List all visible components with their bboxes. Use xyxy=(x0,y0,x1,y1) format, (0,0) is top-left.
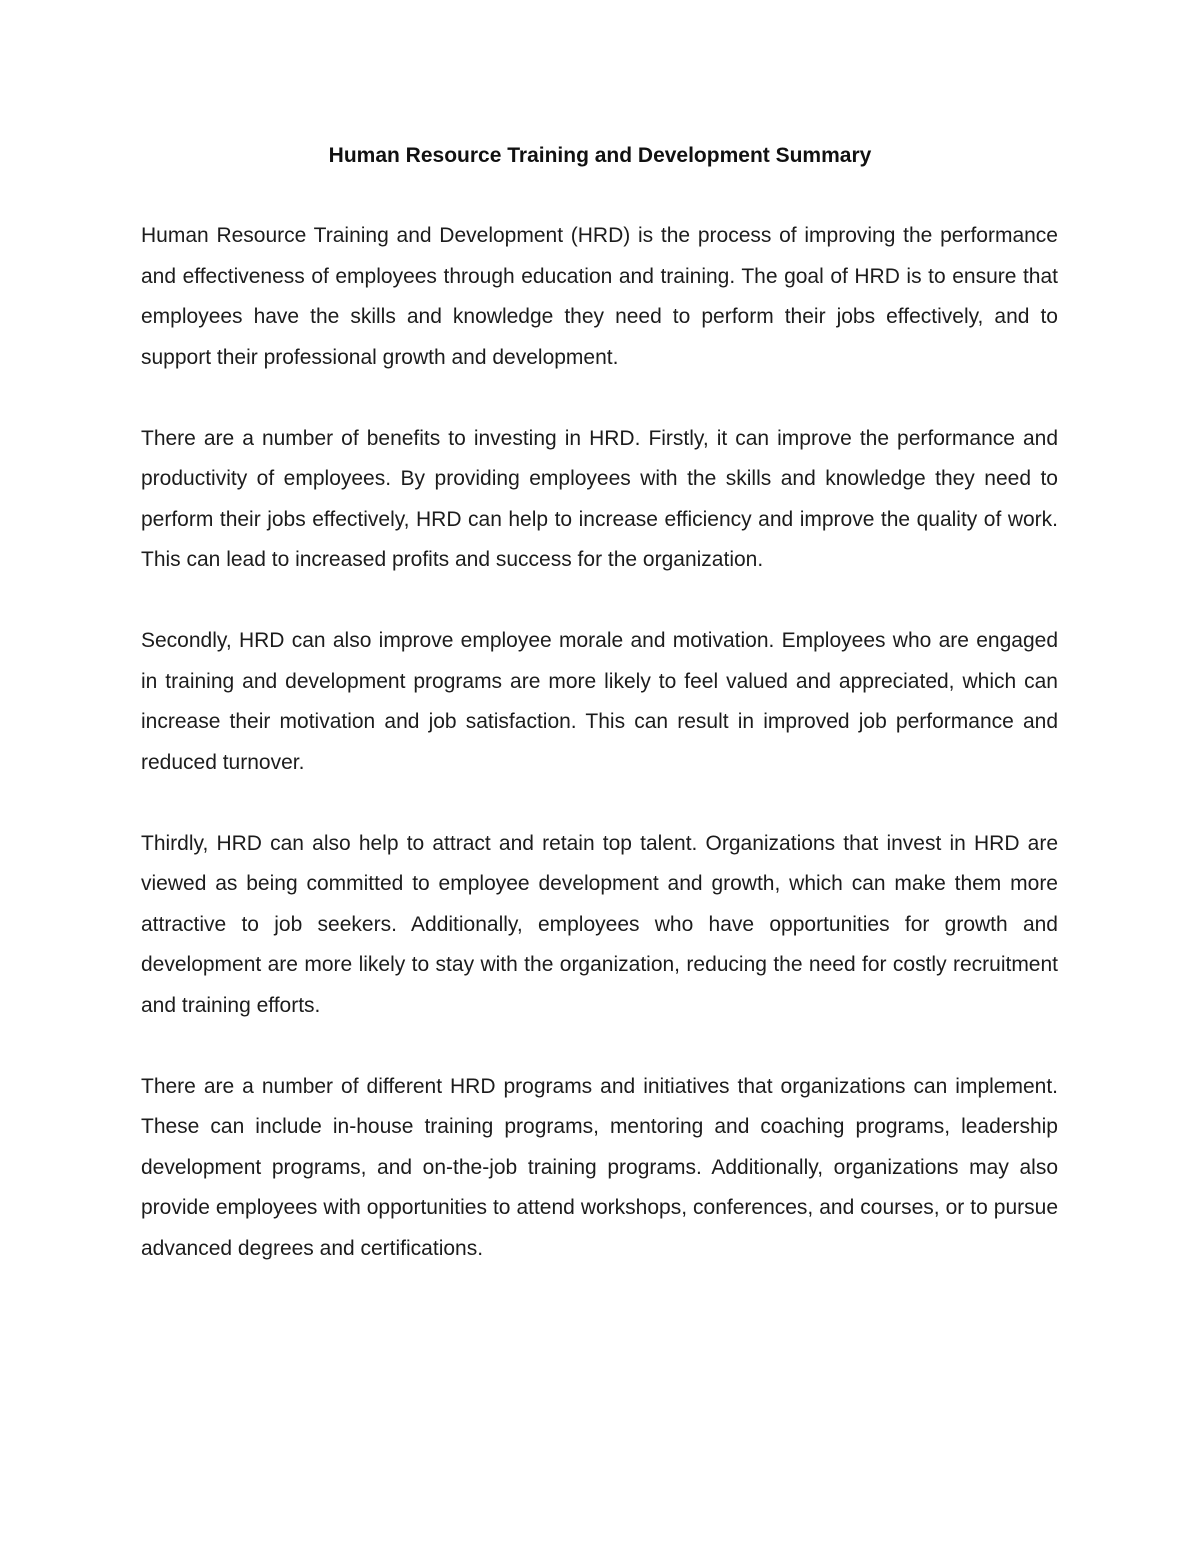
document-title: Human Resource Training and Development Summary xyxy=(328,144,872,167)
document-body xyxy=(141,216,1058,1310)
paragraph-talent: Thirdly, HRD can also help to attract and retain top talent. Organizations that invest in HRD are viewed as being committed to employee development and growth, which can make them more attractive to job seekers. Additionally, employees who have opportunities for growth and development are more likely to stay with the organization, reducing the need for costly recruitment and training efforts. xyxy=(141,831,1058,1017)
paragraph-morale: Secondly, HRD can also improve employee morale and motivation. Employees who are engaged in training and development programs are more likely to feel valued and appreciated, which can increase their motivation and job satisfaction. This can result in improved job performance and reduced turnover. xyxy=(141,629,1058,774)
paragraph-programs: There are a number of different HRD programs and initiatives that organizations can implement. These can include in-house training programs, mentoring and coaching programs, leadership development programs, and on-the-job training programs. Additionally, organizations may also provide employees with opportunities to attend workshops, conferences, and courses, or to pursue advanced degrees and certifications. xyxy=(141,1074,1058,1260)
paragraph-intro: Human Resource Training and Development (HRD) is the process of improving the performance and effectiveness of employees through education and training. The goal of HRD is to ensure that employees have the skills and knowledge they need to perform their jobs effectively, and to support their professional growth and development. xyxy=(141,224,1058,369)
paragraph-benefits: There are a number of benefits to investing in HRD. Firstly, it can improve the performance and productivity of employees. By providing employees with the skills and knowledge they need to perform their jobs effectively, HRD can help to increase efficiency and improve the quality of work. This can lead to increased profits and success for the organization. xyxy=(141,426,1058,571)
